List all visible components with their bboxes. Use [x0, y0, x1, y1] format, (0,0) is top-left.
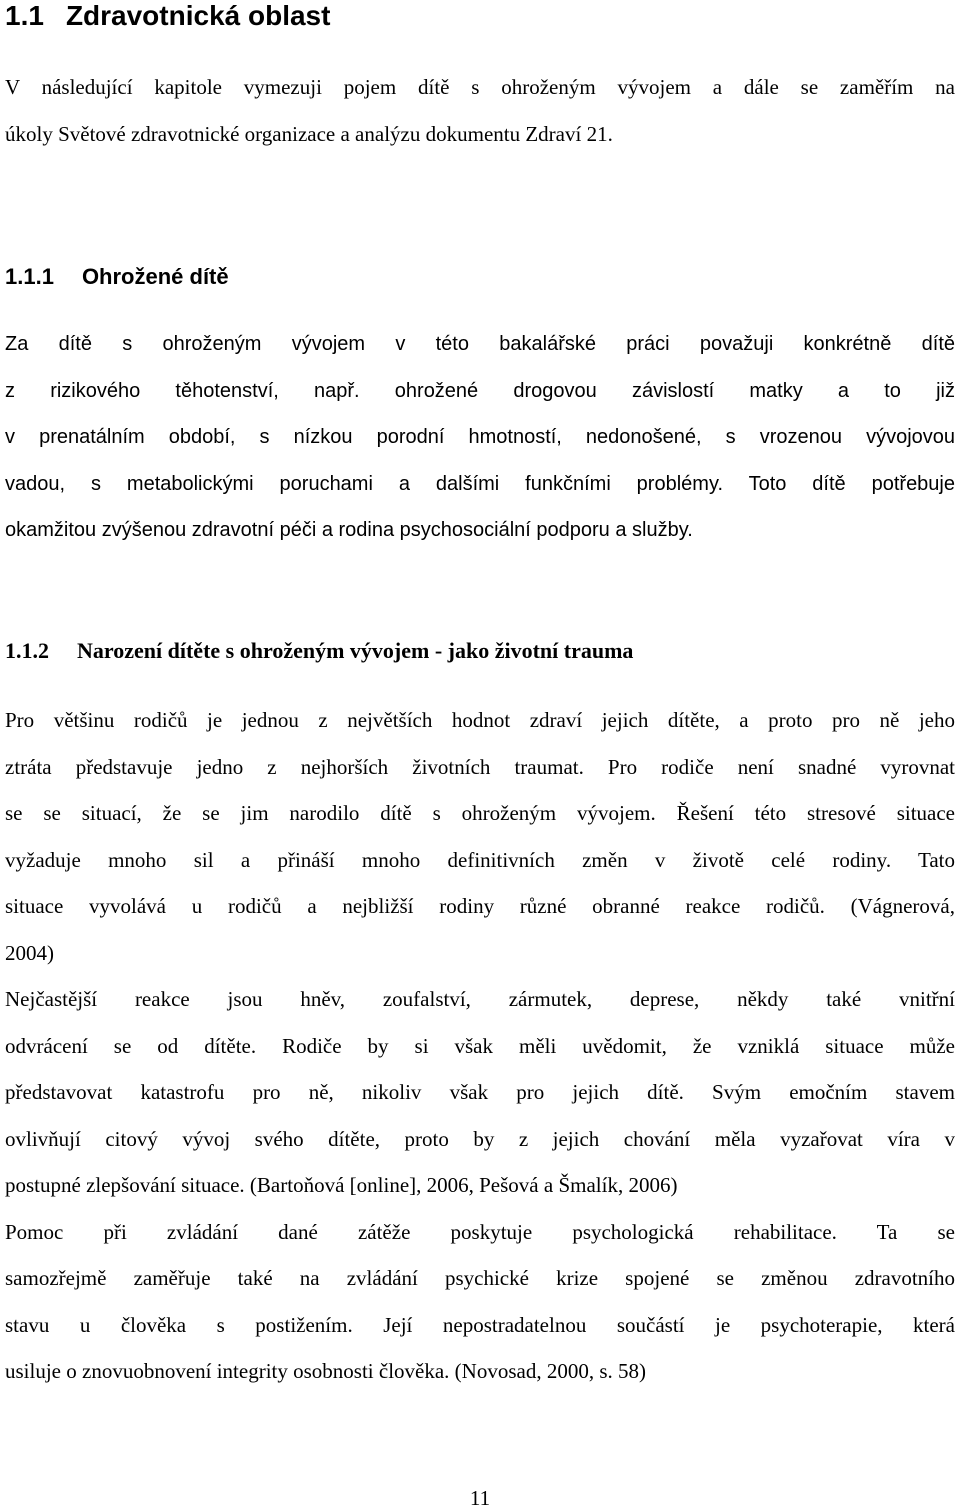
subsection-number: 1.1.1	[5, 264, 54, 289]
page-number: 11	[469, 1486, 491, 1510]
text-line: situace vyvolává u rodičů a nejbližší rodiny různé obranné reakce rodičů. (Vágnerová,	[5, 894, 955, 918]
text-line: se se situací, že se jim narodilo dítě s ohroženým vývojem. Řešení této stresové situace	[5, 801, 955, 825]
text-line: z rizikového těhotenství, např. ohrožené drogovou závislostí matky a to již	[5, 379, 955, 402]
text-line: představovat katastrofu pro ně, nikoliv však pro jejich dítě. Svým emočním stavem	[5, 1080, 955, 1104]
text-line: stavu u člověka s postižením. Její nepostradatelnou součástí je psychoterapie, která	[5, 1312, 955, 1337]
text-line: vyžaduje mnoho sil a přináší mnoho definitivních změn v životě celé rodiny. Tato	[5, 847, 955, 872]
subsection-title: Ohrožené dítě	[81, 264, 229, 289]
text-line: postupné zlepšování situace. (Bartoňová [online], 2006, Pešová a Šmalík, 2006)	[5, 1173, 678, 1197]
intro-paragraph	[5, 64, 955, 157]
text-line: vadou, s metabolickými poruchami a dalšími funkčními problémy. Toto dítě potřebuje	[5, 472, 955, 495]
text-line: usiluje o znovuobnovení integrity osobnosti člověka. (Novosad, 2000, s. 58)	[5, 1359, 647, 1383]
subsection-number: 1.1.2	[5, 638, 49, 663]
section-number: 1.1	[5, 0, 44, 31]
text-line: Nejčastější reakce jsou hněv, zoufalství, zármutek, deprese, někdy také vnitřní	[5, 987, 955, 1011]
subsection-title: Narození dítěte s ohroženým vývojem - jako životní trauma	[77, 638, 634, 663]
ohrozene-dite-paragraph	[5, 321, 955, 554]
text-line: V následující kapitole vymezuji pojem dítě s ohroženým vývojem a dále se zaměřím na	[5, 75, 955, 99]
text-line: Pomoc při zvládání dané zátěže poskytuje psychologická rehabilitace. Ta se	[5, 1219, 955, 1244]
text-line: okamžitou zvýšenou zdravotní péči a rodina psychosociální podporu a služby.	[5, 519, 693, 541]
text-line: Za dítě s ohroženým vývojem v této bakalářské práci považuji konkrétně dítě	[5, 333, 955, 355]
text-line: úkoly Světové zdravotnické organizace a analýzu dokumentu Zdraví 21.	[5, 121, 613, 146]
section-heading	[5, 0, 330, 36]
text-line: odvrácení se od dítěte. Rodiče by si však měli uvědomit, že vzniklá situace může	[5, 1033, 955, 1058]
text-line: ovlivňují citový vývoj svého dítěte, proto by z jejich chování měla vyzařovat víra v	[5, 1126, 955, 1151]
text-line: ztráta představuje jedno z nejhorších životních traumat. Pro rodiče není snadné vyrovnat	[5, 754, 955, 779]
subsection-heading-1	[5, 262, 229, 292]
text-line: samozřejmě zaměřuje také na zvládání psychické krize spojené se změnou zdravotního	[5, 1266, 955, 1290]
text-line: 2004)	[5, 940, 54, 965]
text-line: Pro většinu rodičů je jednou z největších hodnot zdraví jejich dítěte, a proto pro ně jeho	[5, 708, 955, 732]
section-title: Zdravotnická oblast	[65, 0, 331, 31]
trauma-paragraph	[5, 697, 955, 1395]
text-line: v prenatálním období, s nízkou porodní hmotností, nedonošené, s vrozenou vývojovou	[5, 426, 955, 448]
subsection-heading-2	[5, 636, 633, 666]
